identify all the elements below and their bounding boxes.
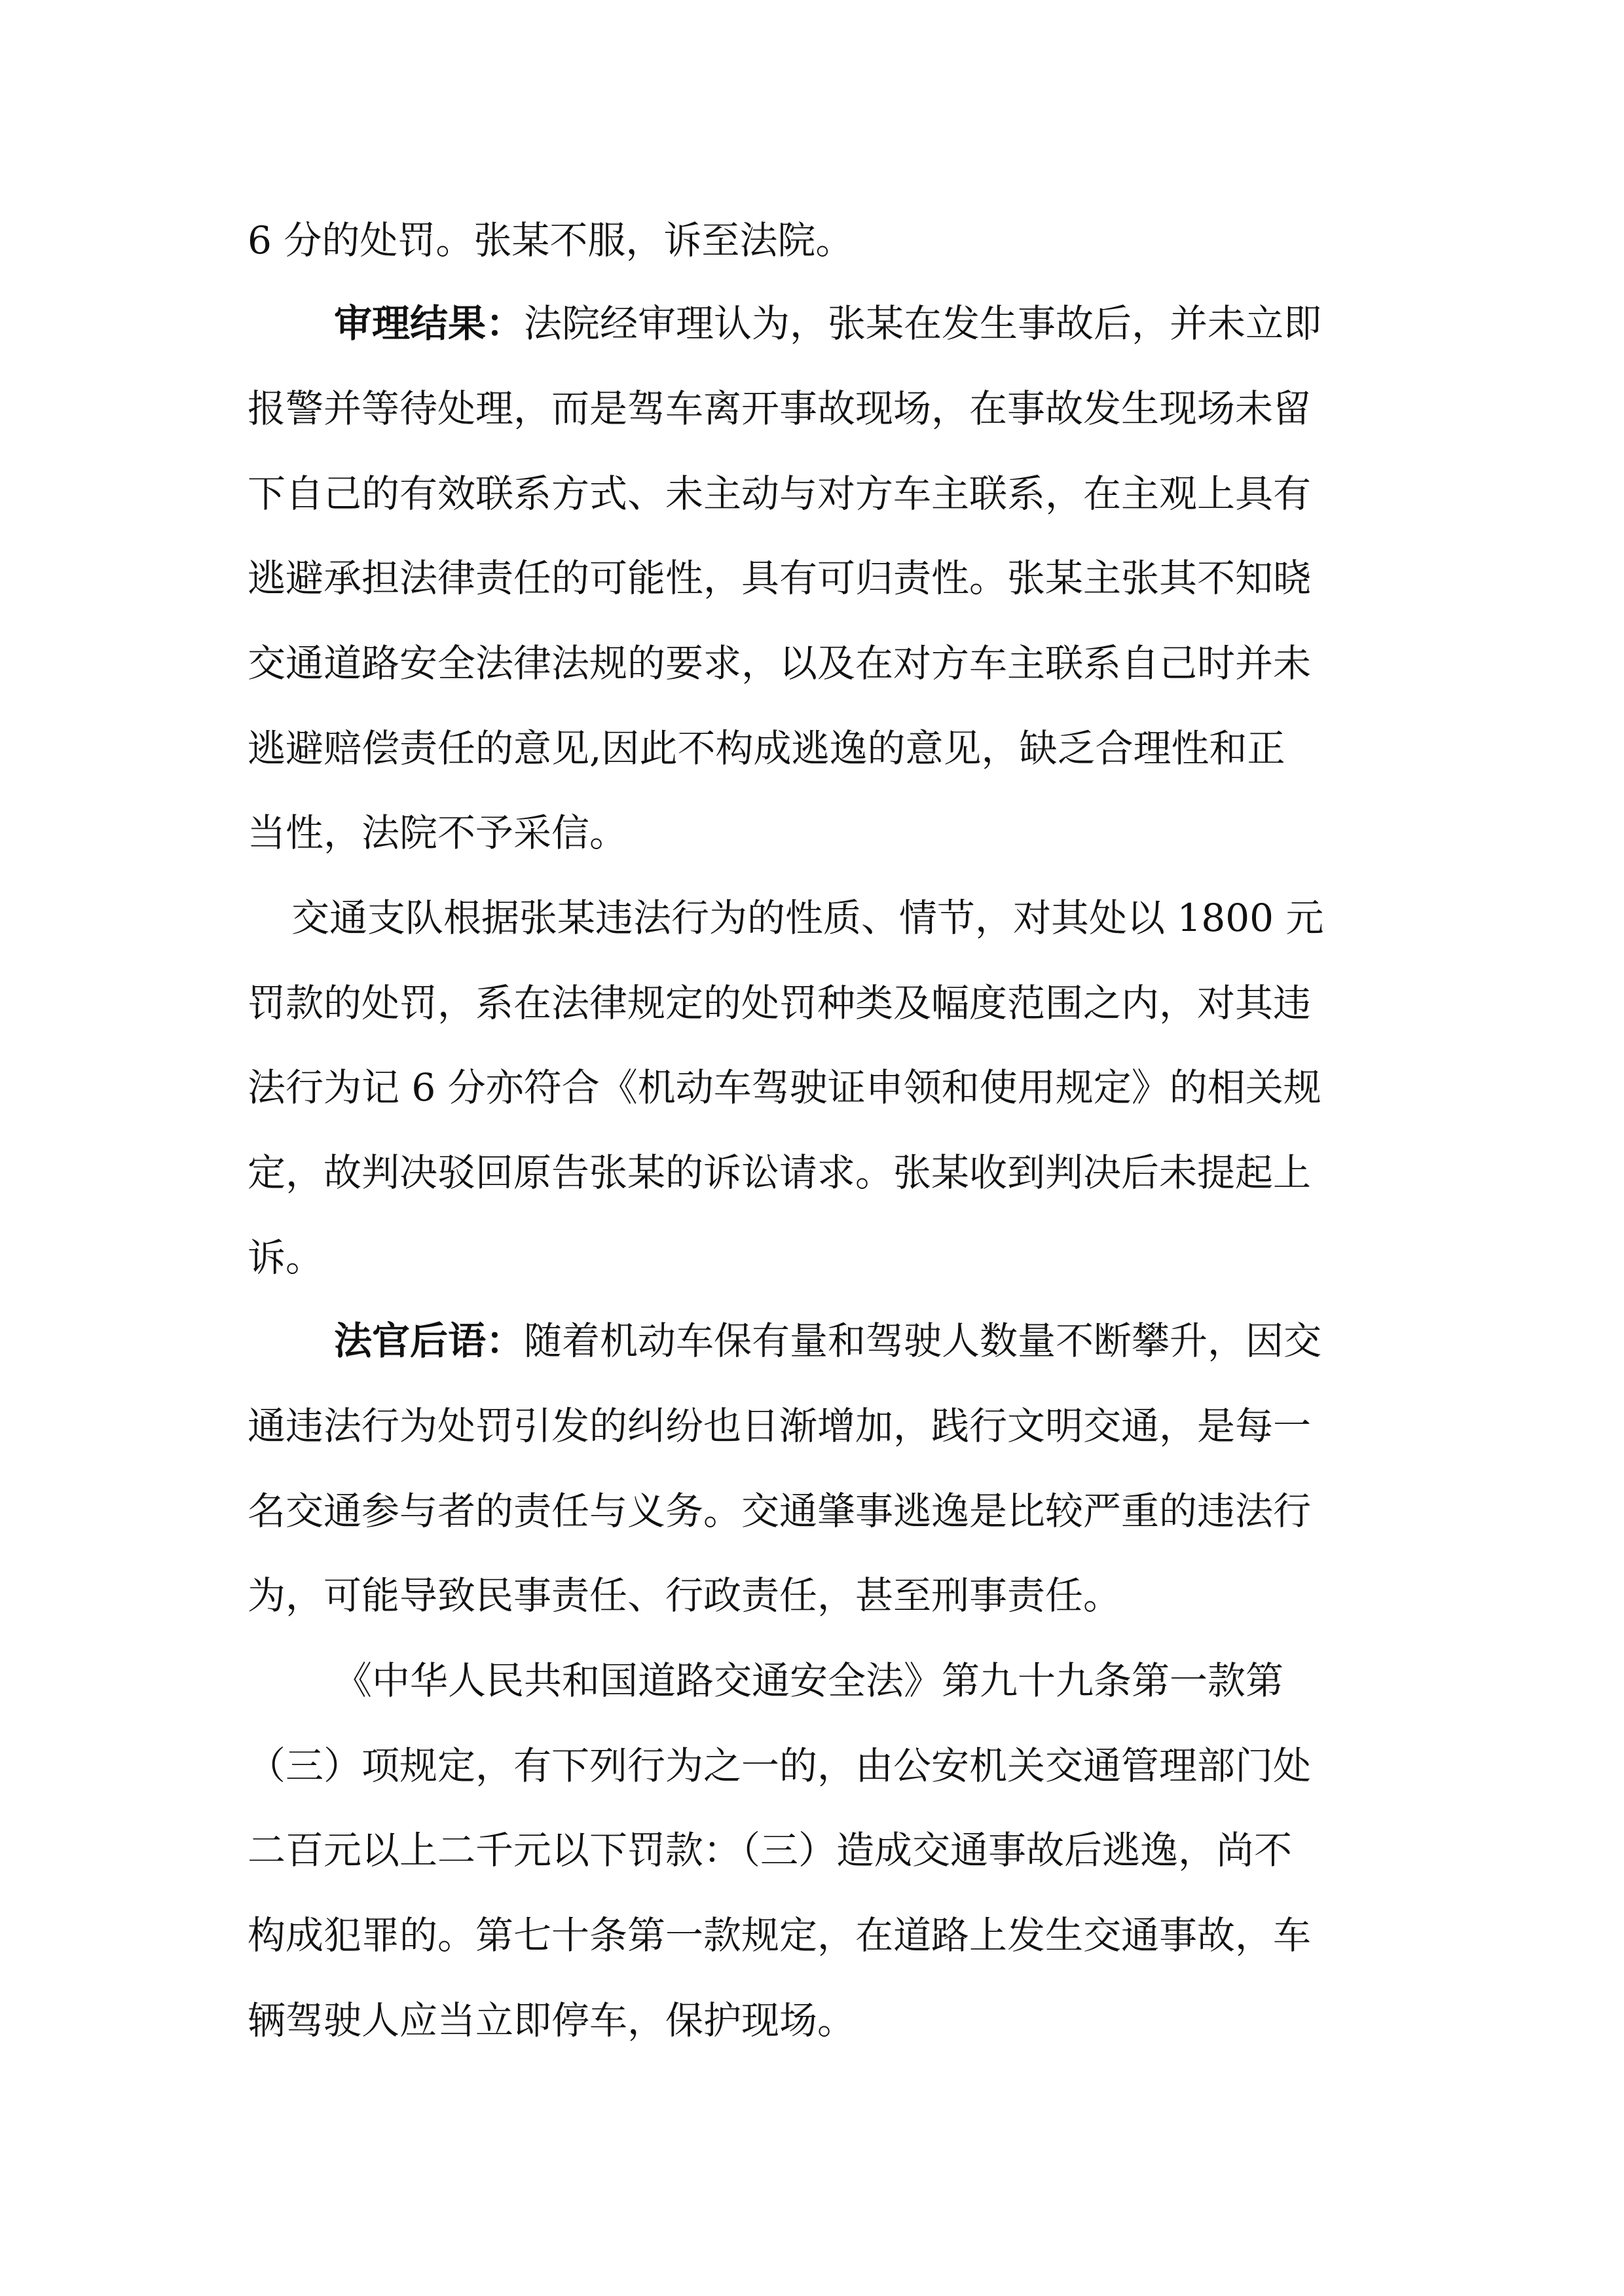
text-line-17 xyxy=(248,1566,1376,1625)
text-line-13 xyxy=(248,1228,1376,1287)
text-line-2 xyxy=(334,294,1376,353)
section-label-judge-afterword: 法官后语： xyxy=(334,1319,525,1363)
line-text: 名交通参与者的责任与义务。交通肇事逃逸是比较严重的违法行 xyxy=(248,1489,1312,1533)
text-line-3 xyxy=(248,379,1376,438)
line-text: 定，故判决驳回原告张某的诉讼请求。张某收到判决后未提起上 xyxy=(248,1150,1312,1195)
text-line-4 xyxy=(248,464,1376,523)
section-label-trial-result: 审理结果： xyxy=(334,301,525,346)
line-text: 二百元以上二千元以下罚款：（三）造成交通事故后逃逸，尚不 xyxy=(248,1828,1293,1872)
line-text: 交通支队根据张某违法行为的性质、情节，对其处以 1800 元 xyxy=(291,896,1324,940)
line-text: 法行为记 6 分亦符合《机动车驾驶证申领和使用规定》的相关规 xyxy=(248,1065,1321,1110)
text-line-5 xyxy=(248,549,1376,608)
text-line-15 xyxy=(248,1396,1376,1455)
text-line-22 xyxy=(248,1991,1376,2050)
text-line-18 xyxy=(334,1651,1376,1710)
text-line-14 xyxy=(334,1311,1376,1370)
line-text: 报警并等待处理，而是驾车离开事故现场，在事故发生现场未留 xyxy=(248,386,1312,431)
line-text: 交通道路安全法律法规的要求，以及在对方车主联系自己时并未 xyxy=(248,641,1312,685)
text-line-6 xyxy=(248,634,1376,693)
text-line-7 xyxy=(248,719,1376,778)
text-line-20 xyxy=(248,1821,1376,1880)
line-text: 下自己的有效联系方式、未主动与对方车主联系，在主观上具有 xyxy=(248,471,1312,516)
text-line-10 xyxy=(248,974,1376,1032)
line-text: 《中华人民共和国道路交通安全法》第九十九条第一款第 xyxy=(334,1658,1284,1703)
line-text: 构成犯罪的。第七十条第一款规定，在道路上发生交通事故，车 xyxy=(248,1913,1312,1958)
line-text: 法院经审理认为，张某在发生事故后，并未立即 xyxy=(524,301,1322,346)
line-text: 罚款的处罚，系在法律规定的处罚种类及幅度范围之内，对其违 xyxy=(248,981,1312,1025)
line-text: 辆驾驶人应当立即停车，保护现场。 xyxy=(248,1998,856,2043)
line-text: 随着机动车保有量和驾驶人数量不断攀升，因交 xyxy=(524,1319,1322,1363)
line-text: 为，可能导致民事责任、行政责任，甚至刑事责任。 xyxy=(248,1573,1122,1618)
line-text: 逃避赔偿责任的意见,因此不构成逃逸的意见，缺乏合理性和正 xyxy=(248,726,1285,771)
text-line-11 xyxy=(248,1058,1376,1117)
text-line-16 xyxy=(248,1482,1376,1540)
text-line-21 xyxy=(248,1906,1376,1965)
line-text: 诉。 xyxy=(248,1235,324,1280)
line-text: 通违法行为处罚引发的纠纷也日渐增加，践行文明交通，是每一 xyxy=(248,1404,1312,1448)
line-text: 当性，法院不予采信。 xyxy=(248,811,628,855)
text-line-8 xyxy=(248,803,1376,862)
line-text: 6 分的处罚。张某不服，诉至法院。 xyxy=(248,218,854,263)
line-text: 逃避承担法律责任的可能性，具有可归责性。张某主张其不知晓 xyxy=(248,556,1312,600)
line-text: （三）项规定，有下列行为之一的，由公安机关交通管理部门处 xyxy=(248,1743,1312,1788)
text-line-9 xyxy=(291,888,1376,947)
text-line-1 xyxy=(248,211,1376,270)
text-line-12 xyxy=(248,1143,1376,1202)
text-line-19 xyxy=(248,1736,1376,1795)
